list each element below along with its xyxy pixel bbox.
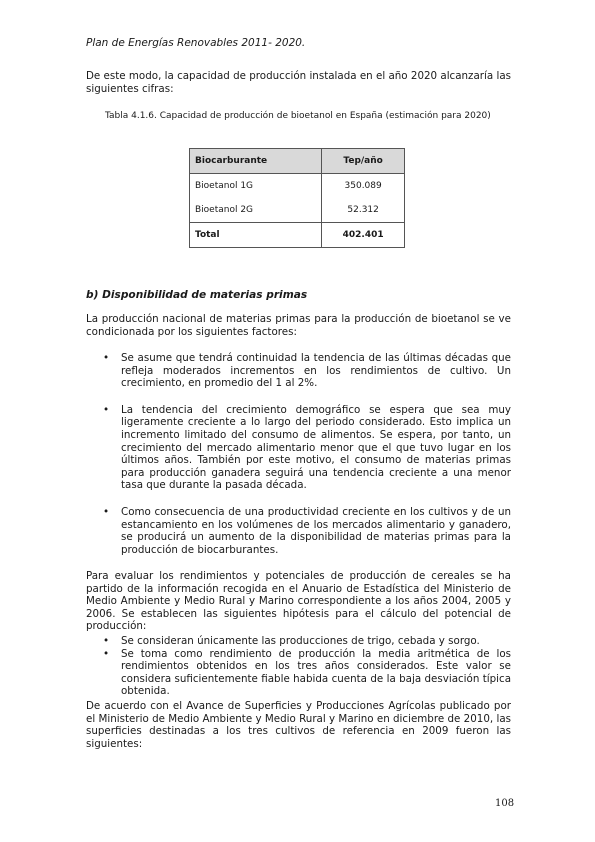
closing-paragraph: De acuerdo con el Avance de Superficies y Producciones Agrícolas publicado por el Ministerio de Medio Ambiente y Medio Rural y Marino en diciembre de 2010, las superficies destinadas a los tres cultivos de referencia en 2009 fueron las siguientes:: [86, 700, 511, 750]
capacity-table: [189, 148, 405, 248]
table-row: [190, 198, 405, 223]
running-header: Plan de Energías Renovables 2011- 2020.: [86, 37, 306, 49]
bullet-icon: •: [103, 352, 110, 364]
column-header-biocarburante: Biocarburante: [190, 149, 322, 174]
cell-biocarburante: Bioetanol 1G: [190, 174, 322, 199]
list-item: • Se toma como rendimiento de producción la media aritmética de los rendimientos obtenidos en los tres años considerados. Este valor se considera suficientemente fiable habida cuenta de la baja desviación típica obtenida.: [103, 647, 511, 698]
bullet-icon: •: [103, 403, 110, 416]
table-total-row: [190, 223, 405, 248]
factors-list: [86, 352, 511, 556]
list-item: • Se consideran únicamente las producciones de trigo, cebada y sorgo.: [103, 635, 480, 647]
column-header-tep-ano: Tep/año: [322, 149, 405, 174]
bullet-icon: •: [103, 505, 110, 518]
table-caption: Tabla 4.1.6. Capacidad de producción de bioetanol en España (estimación para 2020): [105, 111, 491, 121]
bullet-icon: •: [103, 647, 110, 660]
section-intro-paragraph: La producción nacional de materias primas para la producción de bioetanol se ve condicionada por los siguientes factores:: [86, 313, 511, 338]
methodology-paragraph: Para evaluar los rendimientos y potenciales de producción de cereales se ha partido de la información recogida en el Anuario de Estadística del Ministerio de Medio Ambiente y Medio Rural y Marino correspondiente a los años 2004, 2005 y 2006. Se establecen las siguientes hipótesis para el cálculo del potencial de producción:: [86, 570, 511, 633]
intro-paragraph: De este modo, la capacidad de producción instalada en el año 2020 alcanzaría las siguientes cifras:: [86, 70, 511, 95]
list-item: • Como consecuencia de una productividad creciente en los cultivos y de un estancamiento en los volúmenes de los mercados alimentario y ganadero, se producirá un aumento de la disponibilidad de materias primas para la producción de biocarburantes.: [103, 505, 511, 556]
cell-total-value: 402.401: [322, 223, 405, 248]
cell-biocarburante: Bioetanol 2G: [190, 198, 322, 223]
table-header-row: [190, 149, 405, 174]
list-item: • Se asume que tendrá continuidad la tendencia de las últimas décadas que refleja moderados incrementos en los rendimientos de cultivo. Un crecimiento, en promedio del 1 al 2%.: [103, 352, 511, 390]
page-number: 108: [495, 798, 515, 809]
cell-total-label: Total: [190, 223, 322, 248]
hypotheses-list: [86, 635, 511, 698]
table-row: [190, 174, 405, 199]
bullet-icon: •: [103, 635, 110, 647]
section-heading: b) Disponibilidad de materias primas: [86, 289, 308, 301]
cell-tep-ano: 350.089: [322, 174, 405, 199]
list-item: • La tendencia del crecimiento demográfico se espera que sea muy ligeramente creciente a lo largo del periodo considerado. Esto implica un incremento limitado del consumo de alimentos. Se espera, por tanto, un crecimiento del mercado alimentario menor que el que tuvo lugar en los últimos años. También por este motivo, el consumo de materias primas para producción ganadera seguirá una tendencia creciente a una menor tasa que durante la pasada década.: [103, 403, 511, 492]
cell-tep-ano: 52.312: [322, 198, 405, 223]
